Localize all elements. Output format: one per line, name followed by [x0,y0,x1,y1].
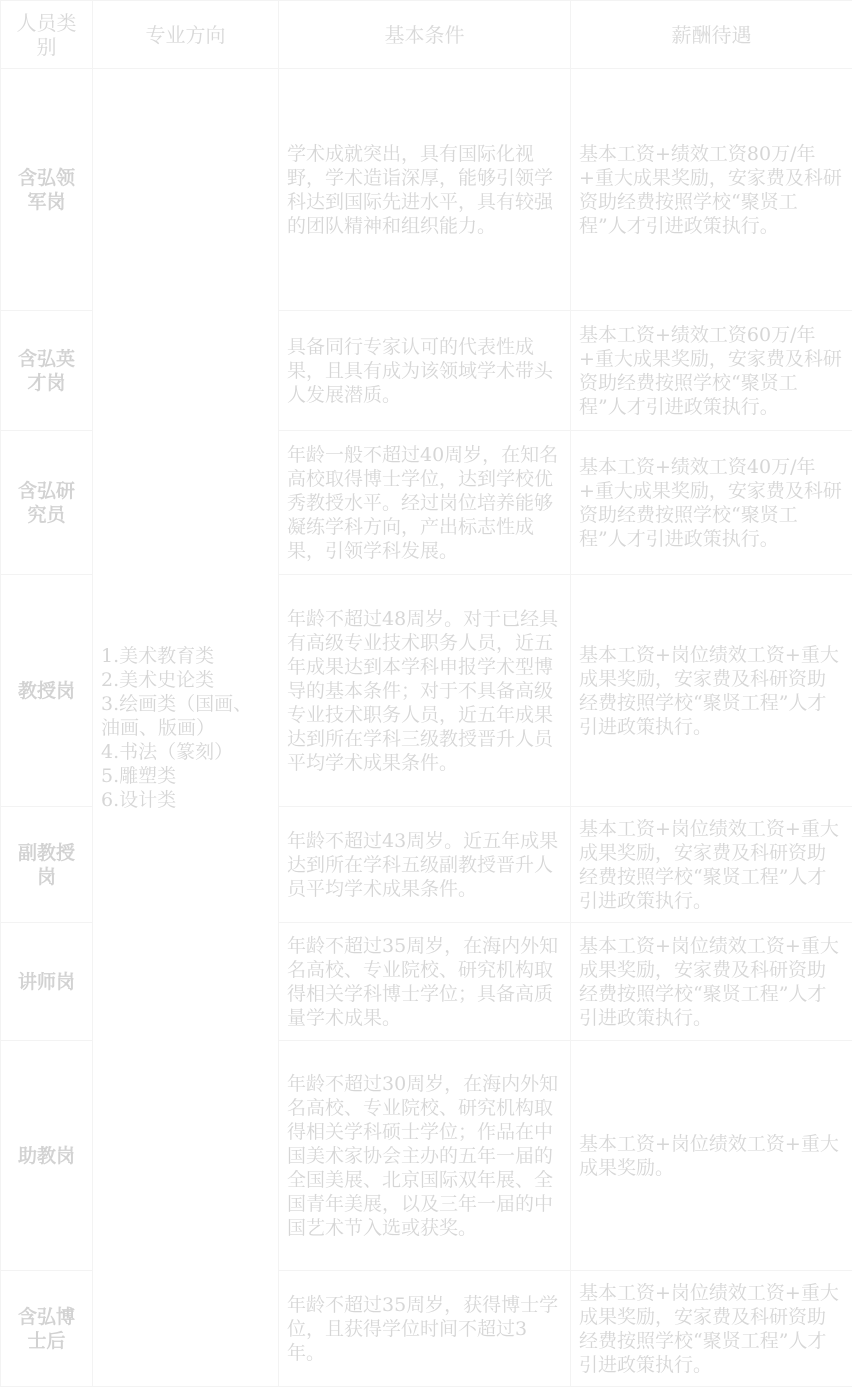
direction-item: 6.设计类 [101,788,270,812]
direction-item: 1.美术教育类 [101,644,270,668]
salary-cell: 基本工资+岗位绩效工资+重大成果奖励，安家费及科研资助经费按照学校“聚贤工程”人才引进政策执行。 [571,923,852,1041]
header-direction: 专业方向 [93,1,279,69]
category-cell: 助教岗 [1,1041,93,1271]
category-cell: 副教授岗 [1,807,93,923]
header-salary: 薪酬待遇 [571,1,852,69]
direction-item: 3.绘画类（国画、油画、版画） [101,692,270,740]
requirements-cell: 年龄不超过43周岁。近五年成果达到所在学科五级副教授晋升人员平均学术成果条件。 [279,807,571,923]
direction-cell [93,69,279,1387]
category-cell: 含弘英才岗 [1,311,93,431]
direction-item: 4.书法（篆刻） [101,740,270,764]
requirements-cell: 年龄一般不超过40周岁，在知名高校取得博士学位，达到学校优秀教授水平。经过岗位培养能够凝练学科方向，产出标志性成果，引领学科发展。 [279,431,571,575]
salary-cell: 基本工资+岗位绩效工资+重大成果奖励，安家费及科研资助经费按照学校“聚贤工程”人才引进政策执行。 [571,1271,852,1387]
requirements-cell: 年龄不超过30周岁，在海内外知名高校、专业院校、研究机构取得相关学科硕士学位；作品在中国美术家协会主办的五年一届的全国美展、北京国际双年展、全国青年美展，以及三年一届的中国艺术节入选或获奖。 [279,1041,571,1271]
category-cell: 含弘领军岗 [1,69,93,311]
direction-item: 5.雕塑类 [101,764,270,788]
salary-cell: 基本工资+岗位绩效工资+重大成果奖励，安家费及科研资助经费按照学校“聚贤工程”人才引进政策执行。 [571,807,852,923]
category-cell: 含弘博士后 [1,1271,93,1387]
salary-cell: 基本工资+岗位绩效工资+重大成果奖励，安家费及科研资助经费按照学校“聚贤工程”人才引进政策执行。 [571,575,852,807]
header-requirements: 基本条件 [279,1,571,69]
salary-cell: 基本工资+绩效工资60万/年+重大成果奖励，安家费及科研资助经费按照学校“聚贤工程”人才引进政策执行。 [571,311,852,431]
direction-item: 2.美术史论类 [101,668,270,692]
requirements-cell: 具备同行专家认可的代表性成果，且具有成为该领域学术带头人发展潜质。 [279,311,571,431]
category-cell: 教授岗 [1,575,93,807]
table-header-row [1,1,852,69]
salary-cell: 基本工资+绩效工资40万/年+重大成果奖励，安家费及科研资助经费按照学校“聚贤工程”人才引进政策执行。 [571,431,852,575]
table-row [1,69,852,311]
salary-cell: 基本工资+绩效工资80万/年+重大成果奖励，安家费及科研资助经费按照学校“聚贤工程”人才引进政策执行。 [571,69,852,311]
requirements-cell: 年龄不超过35周岁，获得博士学位，且获得学位时间不超过3年。 [279,1271,571,1387]
requirements-cell: 学术成就突出，具有国际化视野，学术造诣深厚，能够引领学科达到国际先进水平，具有较强的团队精神和组织能力。 [279,69,571,311]
requirements-cell: 年龄不超过35周岁，在海内外知名高校、专业院校、研究机构取得相关学科博士学位；具备高质量学术成果。 [279,923,571,1041]
header-category: 人员类别 [1,1,93,69]
category-cell: 讲师岗 [1,923,93,1041]
requirements-cell: 年龄不超过48周岁。对于已经具有高级专业技术职务人员，近五年成果达到本学科申报学术型博导的基本条件；对于不具备高级专业技术职务人员，近五年成果达到所在学科三级教授晋升人员平均学术成果条件。 [279,575,571,807]
salary-cell: 基本工资+岗位绩效工资+重大成果奖励。 [571,1041,852,1271]
category-cell: 含弘研究员 [1,431,93,575]
